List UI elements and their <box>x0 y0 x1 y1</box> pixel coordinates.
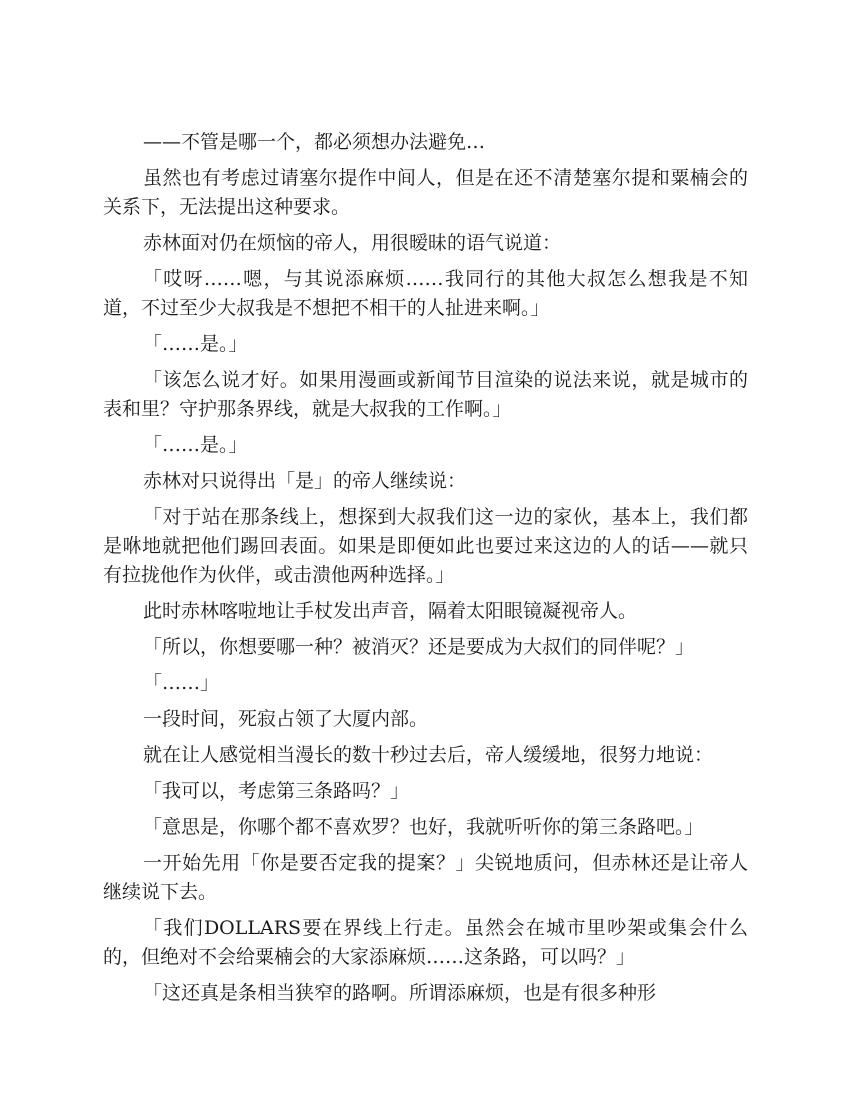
paragraph: 此时赤林喀啦地让手杖发出声音，隔着太阳眼镜凝视帝人。 <box>143 600 638 622</box>
paragraph: 「意思是，你哪个都不喜欢罗？也好，我就听听你的第三条路吧。」 <box>143 816 704 838</box>
paragraph: 「……是。」 <box>143 333 248 355</box>
paragraph: 赤林对只说得出「是」的帝人继续说： <box>143 470 467 492</box>
paragraph: 「对于站在那条线上，想探到大叔我们这一边的家伙，基本上，我们都是咻地就把他们踢回表面。如果是即便如此也要过来这边的人的话——就只有拉拢他作为伙伴，或击溃他两种选择。」 <box>103 506 748 586</box>
paragraph: 赤林面对仍在烦恼的帝人，用很暧昧的语气说道： <box>143 232 562 254</box>
paragraph: 「……」 <box>143 672 220 694</box>
paragraph: 「我们DOLLARS要在界线上行走。虽然会在城市里吵架或集会什么的，但绝对不会给粟楠会的大家添麻烦……这条路，可以吗？」 <box>103 917 748 968</box>
paragraph: ——不管是哪一个，都必须想办法避免… <box>143 131 486 153</box>
paragraph: 「哎呀……嗯，与其说添麻烦……我同行的其他大叔怎么想我是不知道，不过至少大叔我是不想把不相干的人扯进来啊。」 <box>103 268 748 319</box>
paragraph: 一段时间，死寂占领了大厦内部。 <box>143 708 429 730</box>
paragraph: 「我可以，考虑第三条路吗？」 <box>143 780 410 802</box>
paragraph: 「……是。」 <box>143 434 248 456</box>
paragraph: 一开始先用「你是要否定我的提案？」尖锐地质问，但赤林还是让帝人继续说下去。 <box>103 852 748 903</box>
paragraph: 「这还真是条相当狭窄的路啊。所谓添麻烦，也是有很多种形 <box>143 982 657 1004</box>
paragraph: 虽然也有考虑过请塞尔提作中间人，但是在还不清楚塞尔提和粟楠会的关系下，无法提出这种要求。 <box>103 167 748 218</box>
paragraph: 「该怎么说才好。如果用漫画或新闻节目渲染的说法来说，就是城市的表和里？守护那条界线，就是大叔我的工作啊。」 <box>103 369 748 420</box>
body-text <box>103 128 748 1015</box>
paragraph: 就在让人感觉相当漫长的数十秒过去后，帝人缓缓地，很努力地说： <box>143 744 714 766</box>
paragraph: 「所以，你想要哪一种？被消灭？还是要成为大叔们的同伴呢？」 <box>143 636 695 658</box>
